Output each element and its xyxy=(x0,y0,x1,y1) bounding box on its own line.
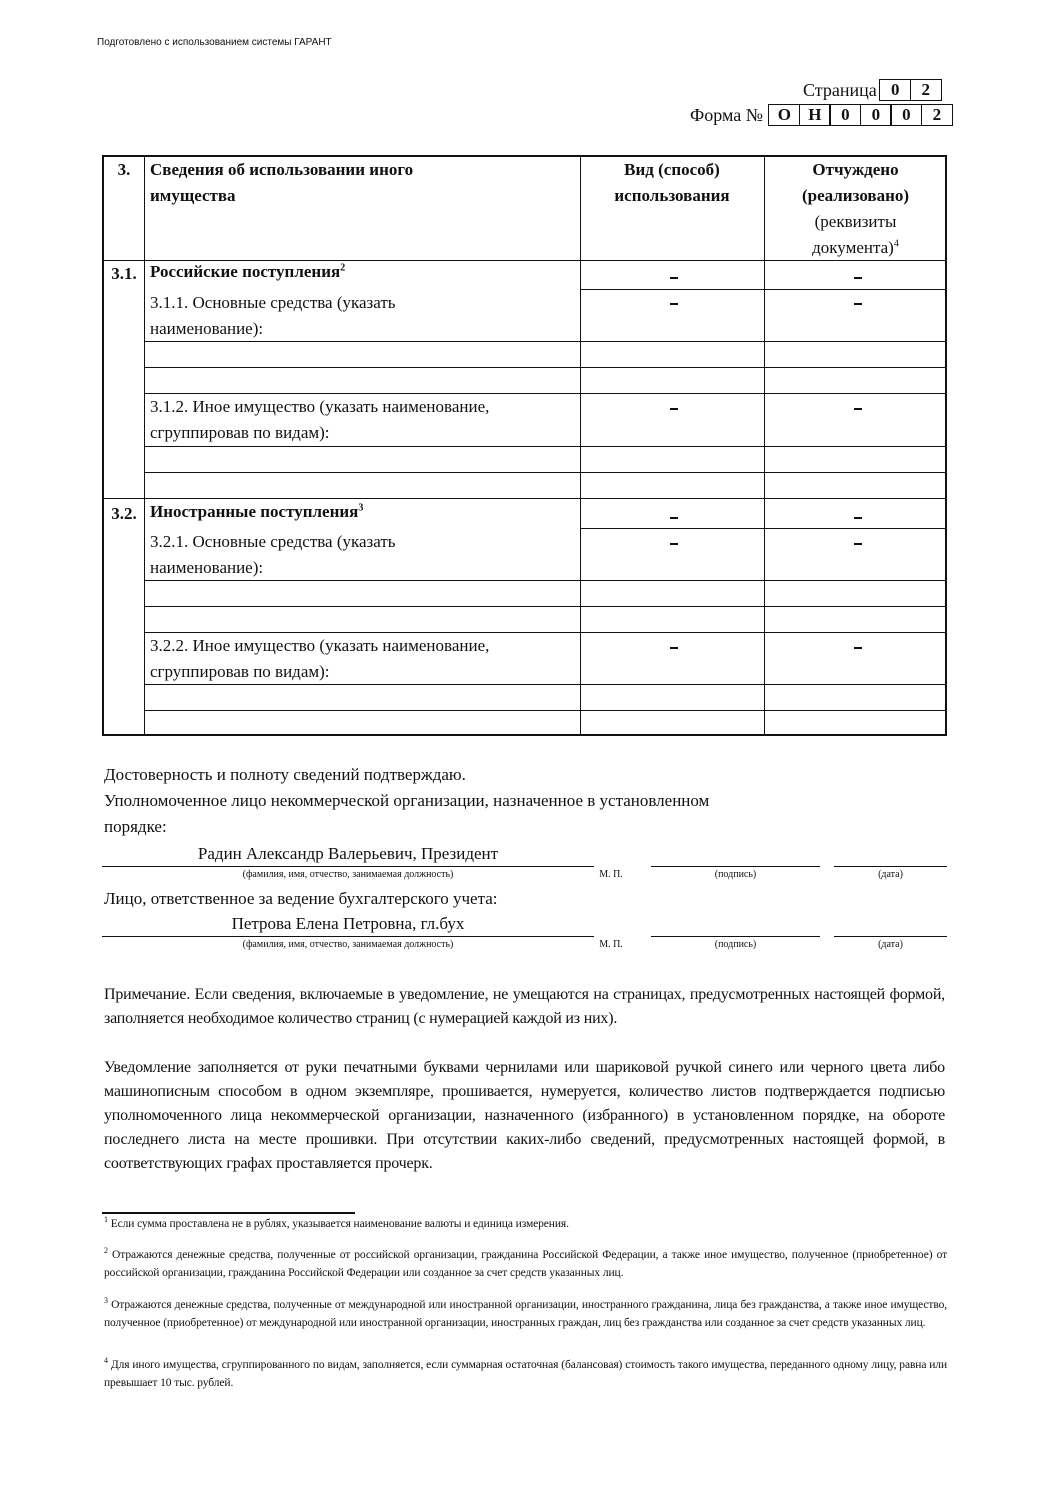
signature-caption: (подпись) xyxy=(714,869,757,880)
seal-label: М. П. xyxy=(599,939,623,950)
form-number-field xyxy=(690,104,953,126)
column-header-alienated-line: (реализовано) xyxy=(801,186,910,205)
footnote-ref: 2 xyxy=(340,262,346,274)
page-number-field xyxy=(803,79,942,101)
signature-line[interactable] xyxy=(651,936,820,937)
section-number: 3.2. xyxy=(111,504,137,523)
column-header-title-line: имущества xyxy=(150,186,236,205)
form-digit[interactable]: 0 xyxy=(860,104,892,126)
footnote-text: Отражаются денежные средства, полученные от российской организации, гражданина Российской Федерации, а также иное имущество, полученное (приобретенное) от российской организации, гражданина Российской Федерации или созданное за счет средств указанных лиц. xyxy=(104,1249,947,1279)
alienated-doc-text: документа) xyxy=(812,238,894,257)
dash-alienated xyxy=(854,517,862,519)
column-header-title-line: Сведения об использовании иного xyxy=(150,160,414,179)
dash-alienated xyxy=(854,277,862,279)
authorized-person-label: Уполномоченное лицо некоммерческой организации, назначенное в установленном xyxy=(104,791,710,810)
column-header-alienated-line: (реквизиты xyxy=(814,212,897,231)
signature-line[interactable] xyxy=(651,866,820,867)
section-title xyxy=(150,259,345,285)
item-label-line: наименование): xyxy=(150,319,264,338)
footnote-text: Отражаются денежные средства, полученные от международной или иностранной организации, иностранного гражданина, лица без гражданства, а также иное имущество, полученное (приобретенное) от международной или иностранной организации, иностранных граждан, лиц без гражданства или созданное за счет средств указанных лиц. xyxy=(104,1299,947,1329)
page-digit[interactable]: 2 xyxy=(910,79,942,101)
seal-label: М. П. xyxy=(599,869,623,880)
name-caption: (фамилия, имя, отчество, занимаемая должность) xyxy=(242,869,454,880)
note-paragraph: Примечание. Если сведения, включаемые в уведомление, не умещаются на страницах, предусмотренных настоящей формой, заполняется необходимое количество страниц (с нумерацией каждой из них). xyxy=(104,986,945,1027)
name-underline xyxy=(102,866,594,867)
name-underline xyxy=(102,936,594,937)
column-header-title xyxy=(150,157,413,209)
dash-usage xyxy=(670,303,678,305)
name-caption: (фамилия, имя, отчество, занимаемая должность) xyxy=(242,939,454,950)
date-line[interactable] xyxy=(834,866,947,867)
dash-usage xyxy=(670,543,678,545)
prepared-with-garant-note: Подготовлено с использованием системы ГАРАНТ xyxy=(97,37,332,48)
item-label xyxy=(150,290,396,342)
item-label-line: 3.2.1. Основные средства (указать xyxy=(150,532,396,551)
item-label-line: 3.1.2. Иное имущество (указать наименование, xyxy=(150,397,490,416)
dash-usage xyxy=(670,277,678,279)
column-header-alienated xyxy=(764,157,947,261)
section-number: 3.1. xyxy=(111,264,137,283)
section-title xyxy=(150,499,363,525)
dash-alienated xyxy=(854,303,862,305)
row-divider xyxy=(580,528,945,529)
note-paragraph: Уведомление заполняется от руки печатными буквами чернилами или шариковой ручкой синего или черного цвета либо машинописным способом в одном экземпляре, прошивается, нумеруется, количество листов подтверждается подписью уполномоченного лица некоммерческой организации, назначенного (избранного) в установленном порядке, на обороте последнего листа на месте прошивки. При отсутствии каких-либо сведений, предусмотренных настоящей формой, в соответствующих графах проставляется прочерк. xyxy=(104,1059,945,1172)
row-divider xyxy=(144,710,945,711)
column-header-usage xyxy=(580,157,764,209)
footnote xyxy=(104,1296,947,1332)
section-title-text: Иностранные поступления xyxy=(150,502,359,521)
dash-alienated xyxy=(854,647,862,649)
accountant-label: Лицо, ответственное за ведение бухгалтерского учета: xyxy=(104,889,498,908)
item-label xyxy=(150,633,489,685)
footnote-text: Для иного имущества, сгруппированного по видам, заполняется, если суммарная остаточная (балансовая) стоимость такого имущества, переданного одному лицу, равна или превышает 10 тыс. рублей. xyxy=(104,1359,948,1389)
column-header-usage-line: Вид (способ) xyxy=(624,160,720,179)
dash-usage xyxy=(670,647,678,649)
footnote-ref: 4 xyxy=(893,238,899,250)
page-label: Страница xyxy=(803,80,877,100)
form-digit[interactable]: 2 xyxy=(921,104,953,126)
item-label xyxy=(150,529,396,581)
footnote xyxy=(104,1356,947,1392)
authorized-person-label-cont: порядке: xyxy=(104,817,167,836)
footnote-number: 1 xyxy=(104,1215,108,1225)
property-usage-table xyxy=(102,155,947,736)
form-digit[interactable]: О xyxy=(768,104,800,126)
form-digit[interactable]: Н xyxy=(799,104,831,126)
row-divider xyxy=(144,367,945,368)
item-label-line: сгруппировав по видам): xyxy=(150,423,330,442)
date-caption: (дата) xyxy=(878,939,903,950)
item-label-line: наименование): xyxy=(150,558,264,577)
column-header-alienated-line xyxy=(764,235,947,261)
footnote xyxy=(104,1215,947,1233)
footnote xyxy=(104,1246,947,1282)
form-label: Форма № xyxy=(690,105,763,125)
column-header-alienated-line: Отчуждено xyxy=(812,160,899,179)
dash-usage xyxy=(670,408,678,410)
row-divider xyxy=(144,446,945,447)
page-digit[interactable]: 0 xyxy=(879,79,911,101)
item-label xyxy=(150,394,489,446)
footnote-number: 4 xyxy=(104,1356,108,1366)
footnote-number: 2 xyxy=(104,1246,108,1256)
dash-usage xyxy=(670,517,678,519)
item-label-line: 3.2.2. Иное имущество (указать наименование, xyxy=(150,636,490,655)
signature-caption: (подпись) xyxy=(714,939,757,950)
row-divider xyxy=(144,606,945,607)
form-digit[interactable]: 0 xyxy=(829,104,861,126)
item-label-line: 3.1.1. Основные средства (указать xyxy=(150,293,396,312)
date-caption: (дата) xyxy=(878,869,903,880)
footnote-text: Если сумма проставлена не в рублях, указывается наименование валюты и единица измерения. xyxy=(110,1218,569,1230)
dash-alienated xyxy=(854,408,862,410)
footnote-ref: 3 xyxy=(358,502,364,514)
confirmation-text: Достоверность и полноту сведений подтверждаю. xyxy=(104,765,466,784)
section-title-text: Российские поступления xyxy=(150,262,341,281)
footnote-number: 3 xyxy=(104,1296,108,1306)
accountant-name[interactable]: Петрова Елена Петровна, гл.бух xyxy=(231,914,465,933)
date-line[interactable] xyxy=(834,936,947,937)
column-header-usage-line: использования xyxy=(614,186,730,205)
dash-alienated xyxy=(854,543,862,545)
footnote-separator xyxy=(102,1212,355,1214)
authorized-person-name[interactable]: Радин Александр Валерьевич, Президент xyxy=(197,844,499,863)
row-divider xyxy=(144,472,945,473)
form-digit[interactable]: 0 xyxy=(890,104,922,126)
item-label-line: сгруппировав по видам): xyxy=(150,662,330,681)
section-number: 3. xyxy=(117,160,131,179)
row-divider xyxy=(580,289,945,290)
